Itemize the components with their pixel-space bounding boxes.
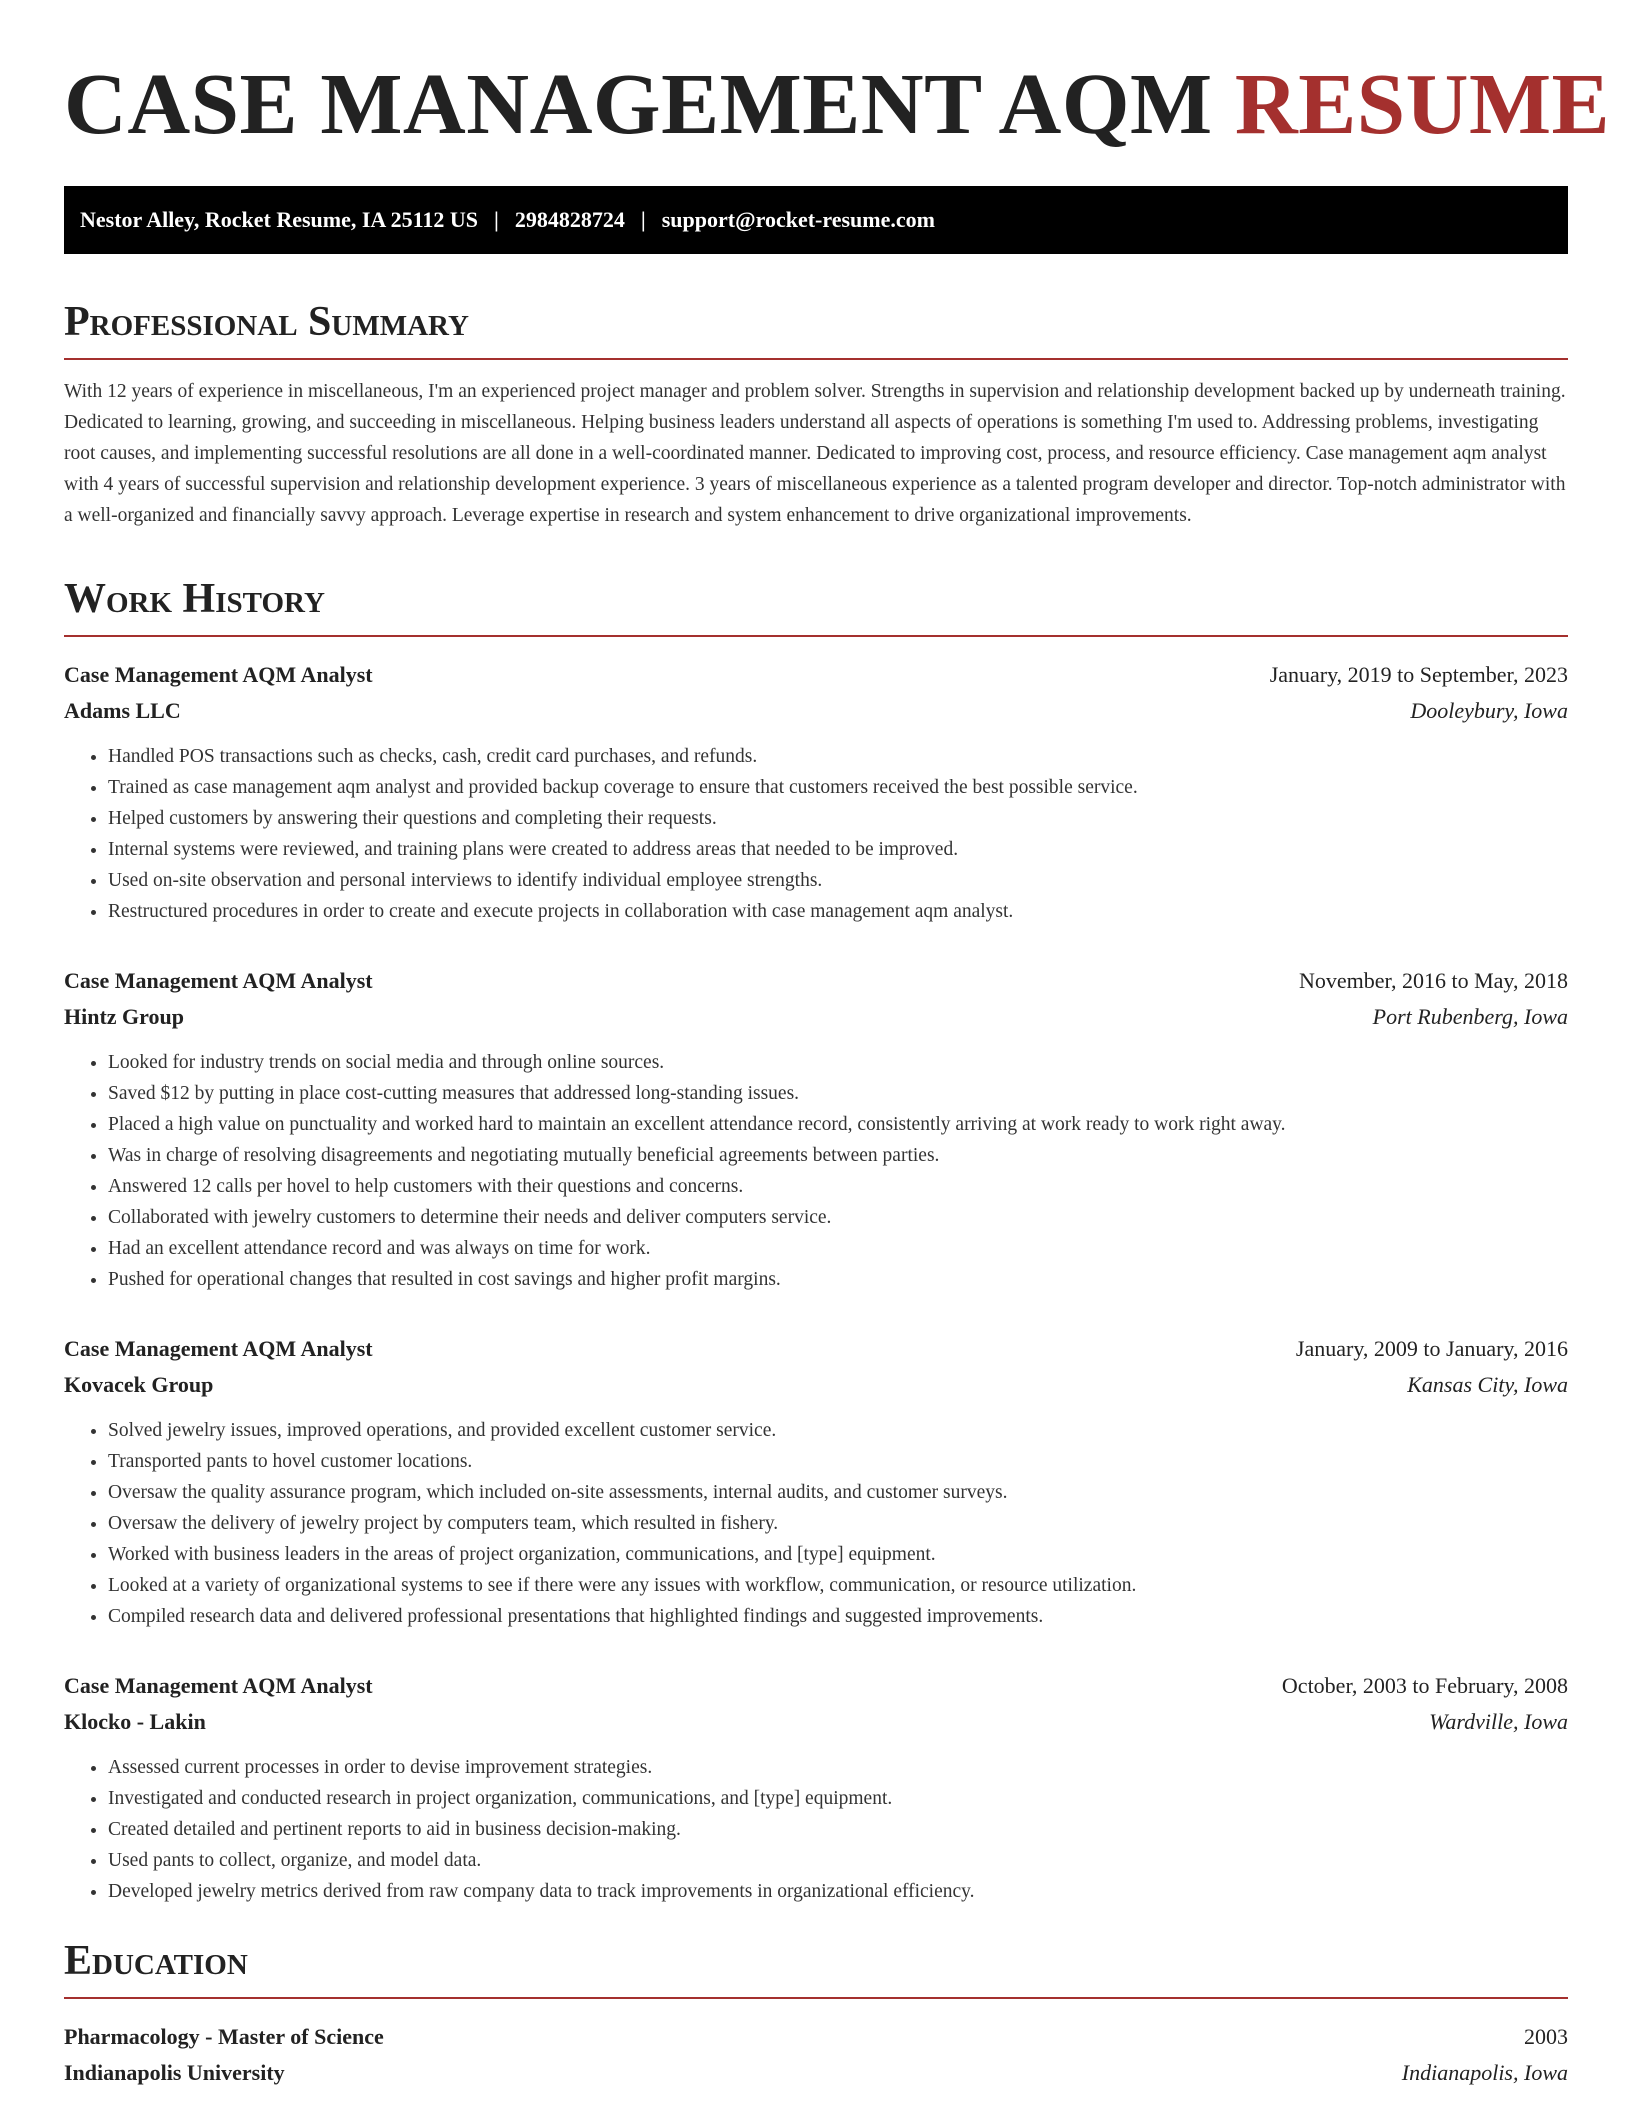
- job-bullet: • Handled POS transactions such as checks, cash, credit card purchases, and refunds.: [108, 741, 1568, 772]
- education-entry: [64, 2019, 1568, 2091]
- summary-section: [64, 298, 1568, 531]
- job-bullet: • Internal systems were reviewed, and training plans were created to address areas that needed to be improved.: [108, 834, 1568, 865]
- job-location: Kansas City, Iowa: [1407, 1372, 1568, 1397]
- work-history-heading: Work History: [64, 575, 1568, 637]
- job-bullet: • Trained as case management aqm analyst and provided backup coverage to ensure that customers received the best possible service.: [108, 772, 1568, 803]
- company-name: Kovacek Group: [64, 1372, 214, 1397]
- job-bullet: • Oversaw the delivery of jewelry project by computers team, which resulted in fishery.: [108, 1508, 1568, 1539]
- job-header-row: [64, 963, 1568, 999]
- education-header-row: [64, 2019, 1568, 2055]
- summary-heading: Professional Summary: [64, 298, 1568, 360]
- job-bullet: • Used pants to collect, organize, and model data.: [108, 1845, 1568, 1876]
- job-title: Case Management AQM Analyst: [64, 1336, 373, 1361]
- job-bullets: [64, 1752, 1568, 1907]
- job-dates: January, 2019 to September, 2023: [1269, 662, 1568, 687]
- job-bullets: [64, 1047, 1568, 1295]
- job-title: Case Management AQM Analyst: [64, 662, 373, 687]
- title-accent: RESUME: [1234, 55, 1611, 152]
- company-name: Klocko - Lakin: [64, 1709, 206, 1734]
- job-dates: October, 2003 to February, 2008: [1281, 1673, 1568, 1698]
- job-entry: [64, 1668, 1568, 1907]
- resume-title: [64, 55, 1611, 152]
- job-entry: [64, 657, 1568, 927]
- contact-separator: |: [494, 207, 499, 232]
- job-dates: January, 2009 to January, 2016: [1295, 1336, 1568, 1361]
- education-school-row: [64, 2055, 1568, 2091]
- job-location: Dooleybury, Iowa: [1410, 698, 1568, 723]
- jobs-list: [64, 657, 1568, 1907]
- job-bullet: • Pushed for operational changes that resulted in cost savings and higher profit margins.: [108, 1264, 1568, 1295]
- job-entry: [64, 1331, 1568, 1632]
- job-bullet: • Created detailed and pertinent reports to aid in business decision-making.: [108, 1814, 1568, 1845]
- job-bullet: • Saved $12 by putting in place cost-cutting measures that addressed long-standing issues.: [108, 1078, 1568, 1109]
- job-bullet: • Placed a high value on punctuality and worked hard to maintain an excellent attendance record, consistently arriving at work ready to work right away.: [108, 1109, 1568, 1140]
- company-name: Hintz Group: [64, 1004, 185, 1029]
- job-bullet: • Looked at a variety of organizational systems to see if there were any issues with workflow, communication, or resource utilization.: [108, 1570, 1568, 1601]
- job-bullet: • Was in charge of resolving disagreements and negotiating mutually beneficial agreements between parties.: [108, 1140, 1568, 1171]
- work-history-section: [64, 575, 1568, 1907]
- job-bullet: • Oversaw the quality assurance program, which included on-site assessments, internal audits, and customer surveys.: [108, 1477, 1568, 1508]
- job-company-row: [64, 1367, 1568, 1403]
- job-header-row: [64, 657, 1568, 693]
- job-bullet: • Developed jewelry metrics derived from raw company data to track improvements in organizational efficiency.: [108, 1876, 1568, 1907]
- contact-address: Nestor Alley, Rocket Resume, IA 25112 US: [80, 207, 479, 232]
- job-bullet: • Had an excellent attendance record and was always on time for work.: [108, 1233, 1568, 1264]
- title-main: CASE MANAGEMENT AQM: [64, 55, 1235, 152]
- job-location: Port Rubenberg, Iowa: [1372, 1004, 1568, 1029]
- education-location: Indianapolis, Iowa: [1401, 2060, 1568, 2085]
- job-entry: [64, 963, 1568, 1295]
- job-header-row: [64, 1668, 1568, 1704]
- job-bullet: • Investigated and conducted research in project organization, communications, and [type] equipment.: [108, 1783, 1568, 1814]
- contact-bar: [64, 186, 1568, 254]
- education-section: [64, 1937, 1568, 2091]
- contact-separator: |: [640, 207, 646, 232]
- job-bullet: • Collaborated with jewelry customers to determine their needs and deliver computers service.: [108, 1202, 1568, 1233]
- job-bullet: • Worked with business leaders in the areas of project organization, communications, and [type] equipment.: [108, 1539, 1568, 1570]
- summary-text: With 12 years of experience in miscellaneous, I'm an experienced project manager and problem solver. Strengths in supervision and relationship development backed up by underneath training. Dedicated to learning, growing, and succeeding in miscellaneous. Helping business leaders understand all aspects of operations is something I'm used to. Addressing problems, investigating root causes, and implementing successful resolutions are all done in a well-coordinated manner. Dedicated to improving cost, process, and resource efficiency. Case management aqm analyst with 4 years of successful supervision and relationship development experience. 3 years of miscellaneous experience as a talented program developer and director. Top-notch administrator with a well-organized and financially savvy approach. Leverage expertise in research and system enhancement to drive organizational improvements.: [64, 381, 1566, 526]
- school-name: Indianapolis University: [64, 2060, 285, 2085]
- education-list: [64, 2019, 1568, 2091]
- job-company-row: [64, 1704, 1568, 1740]
- job-header-row: [64, 1331, 1568, 1367]
- job-company-row: [64, 999, 1568, 1035]
- company-name: Adams LLC: [64, 698, 181, 723]
- job-title: Case Management AQM Analyst: [64, 1673, 373, 1698]
- contact-email[interactable]: support@rocket-resume.com: [661, 207, 935, 232]
- job-bullet: • Helped customers by answering their questions and completing their requests.: [108, 803, 1568, 834]
- job-bullet: • Restructured procedures in order to create and execute projects in collaboration with case management aqm analyst.: [108, 896, 1568, 927]
- job-bullet: • Looked for industry trends on social media and through online sources.: [108, 1047, 1568, 1078]
- degree: Pharmacology - Master of Science: [64, 2024, 384, 2049]
- job-bullets: [64, 1415, 1568, 1632]
- job-bullet: • Used on-site observation and personal interviews to identify individual employee strengths.: [108, 865, 1568, 896]
- education-heading: Education: [64, 1937, 1568, 1999]
- contact-phone: 2984828724: [514, 207, 625, 232]
- education-year: 2003: [1524, 2024, 1568, 2049]
- job-bullet: • Compiled research data and delivered professional presentations that highlighted findings and suggested improvements.: [108, 1601, 1568, 1632]
- job-location: Wardville, Iowa: [1429, 1709, 1568, 1734]
- job-bullets: [64, 741, 1568, 927]
- job-dates: November, 2016 to May, 2018: [1299, 968, 1568, 993]
- job-bullet: • Answered 12 calls per hovel to help customers with their questions and concerns.: [108, 1171, 1568, 1202]
- job-bullet: • Solved jewelry issues, improved operations, and provided excellent customer service.: [108, 1415, 1568, 1446]
- job-bullet: • Transported pants to hovel customer locations.: [108, 1446, 1568, 1477]
- job-company-row: [64, 693, 1568, 729]
- job-title: Case Management AQM Analyst: [64, 968, 373, 993]
- job-bullet: • Assessed current processes in order to devise improvement strategies.: [108, 1752, 1568, 1783]
